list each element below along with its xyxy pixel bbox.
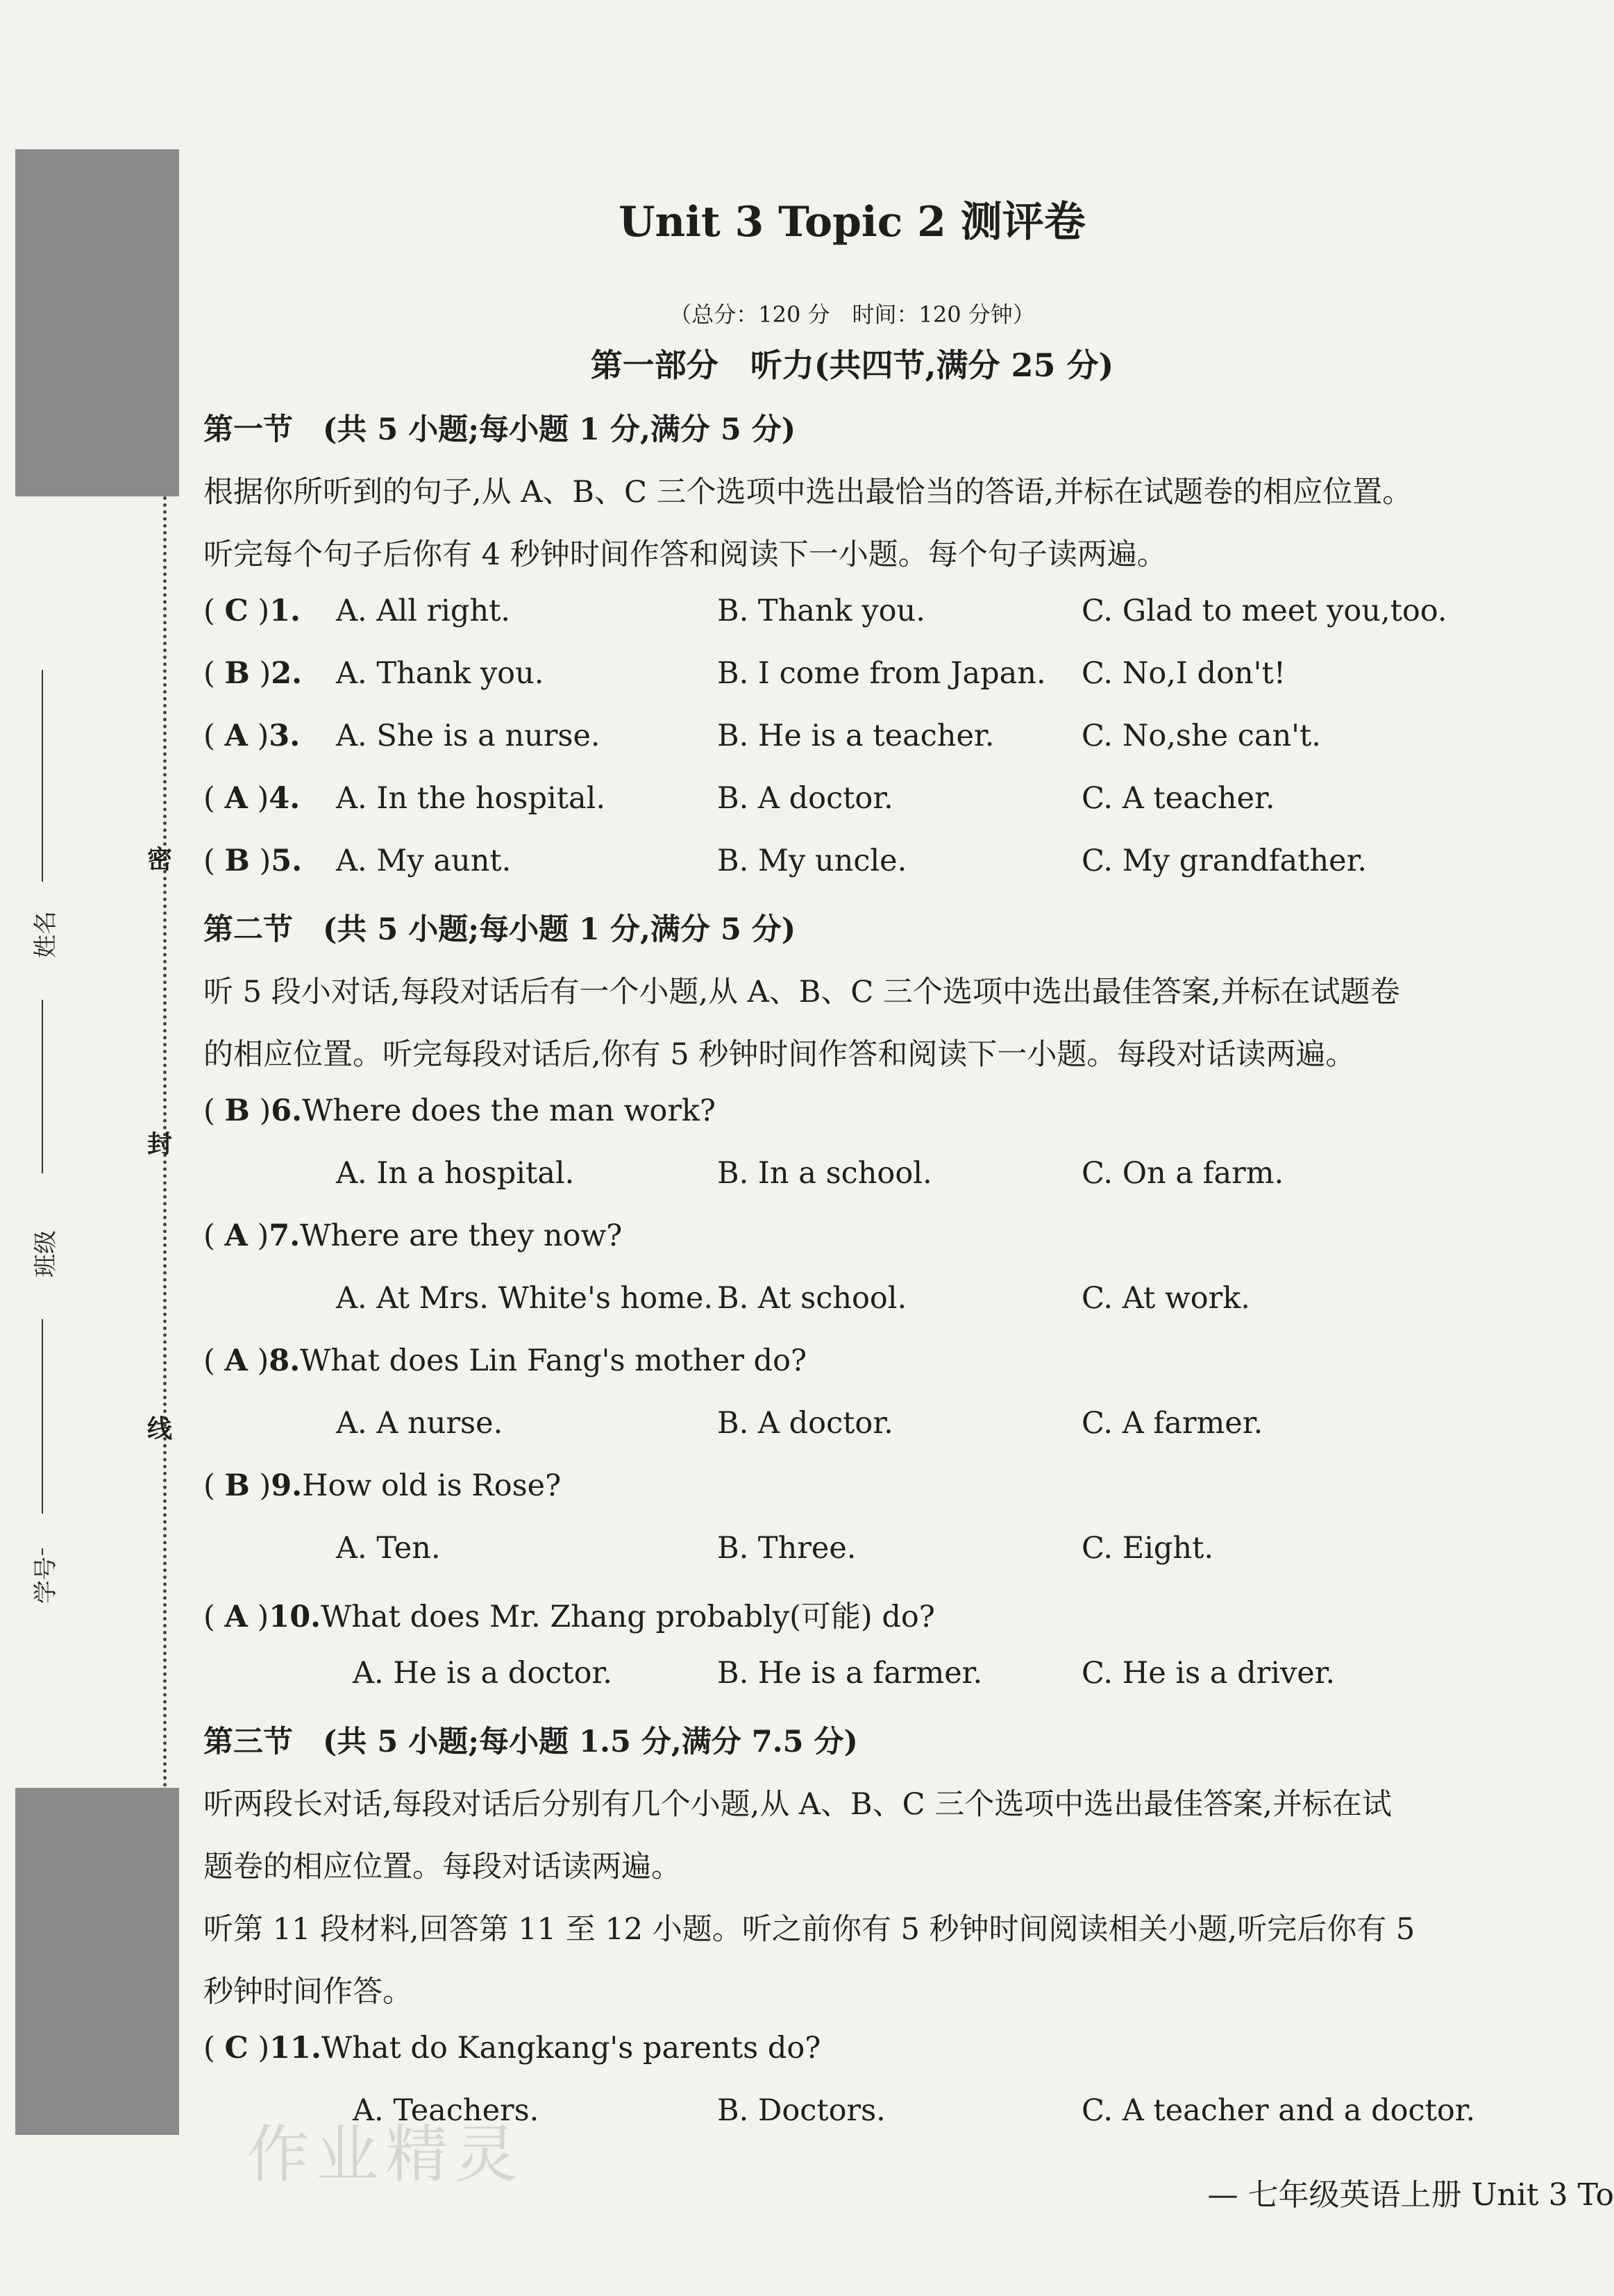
section-instruction: 题卷的相应位置。每段对话读两遍。 (203, 1850, 681, 1884)
option-b: B. In a school. (717, 1156, 932, 1191)
option-b: B. I come from Japan. (717, 656, 1046, 691)
answer-bracket: ( B )9.How old is Rose? (203, 1468, 562, 1503)
option-c: C. On a farm. (1082, 1156, 1284, 1191)
section-instruction: 听第 11 段材料,回答第 11 至 12 小题。听之前你有 5 秒钟时间阅读相关小题,听完后你有 5 (203, 1912, 1415, 1947)
class-label: 班级 (32, 1230, 60, 1277)
question-text: Where are they now? (300, 1218, 623, 1253)
answer-bracket: ( A )8.What does Lin Fang's mother do? (203, 1343, 807, 1378)
answer-bracket: ( A )4. (203, 781, 301, 816)
question-number: 5. (271, 844, 303, 878)
answer-bracket: ( B )5. (203, 844, 303, 878)
question-text: How old is Rose? (302, 1468, 562, 1503)
section-heading: 第三节 (共 5 小题;每小题 1.5 分,满分 7.5 分) (203, 1725, 858, 1759)
seal-char-xian: 线 (147, 1414, 173, 1443)
option-a: A. My aunt. (336, 844, 512, 878)
answer-bracket: ( A )7.Where are they now? (203, 1218, 623, 1253)
name-write-line (42, 670, 43, 882)
answer-bracket: ( C )11.What do Kangkang's parents do? (203, 2031, 821, 2065)
id-label: 学号 (32, 1557, 60, 1604)
answer-letter: B (224, 1468, 250, 1503)
option-a: A. In a hospital. (336, 1156, 575, 1191)
option-c: C. Eight. (1082, 1531, 1214, 1566)
question-text: What does Mr. Zhang probably(可能) do? (321, 1600, 935, 1634)
seal-char-feng: 封 (147, 1130, 173, 1159)
section-heading: 第一节 (共 5 小题;每小题 1 分,满分 5 分) (203, 412, 796, 447)
answer-bracket: ( C )1. (203, 594, 301, 628)
answer-letter: A (224, 1600, 248, 1634)
answer-letter: C (224, 594, 249, 628)
option-b: B. A doctor. (717, 781, 893, 816)
answer-bracket: ( A )3. (203, 719, 301, 753)
answer-letter: A (224, 1218, 248, 1253)
option-c: C. At work. (1082, 1281, 1250, 1316)
section-instruction: 听 5 段小对话,每段对话后有一个小题,从 A、B、C 三个选项中选出最佳答案,并标在试题卷 (203, 975, 1400, 1009)
option-c: C. Glad to meet you,too. (1082, 594, 1447, 628)
question-number: 7. (269, 1218, 301, 1253)
class-write-line-upper (42, 1000, 43, 1173)
question-text: Where does the man work? (302, 1093, 716, 1128)
question-number: 6. (271, 1093, 303, 1128)
option-a: A. He is a doctor. (353, 1656, 612, 1691)
option-a: A. All right. (336, 594, 511, 628)
answer-letter: A (224, 1343, 248, 1378)
answer-letter: A (224, 719, 248, 753)
id-write-line (42, 1548, 43, 1555)
question-text: What does Lin Fang's mother do? (300, 1343, 807, 1378)
answer-letter: C (224, 2031, 249, 2065)
section-instruction: 秒钟时间作答。 (203, 1975, 412, 2009)
question-number: 8. (269, 1343, 301, 1378)
section-heading: 第二节 (共 5 小题;每小题 1 分,满分 5 分) (203, 912, 796, 947)
option-c: C. No,I don't! (1082, 656, 1286, 691)
question-text: What do Kangkang's parents do? (321, 2031, 821, 2065)
option-a: A. In the hospital. (336, 781, 606, 816)
answer-bracket: ( A )10.What does Mr. Zhang probably(可能) do? (203, 1600, 935, 1634)
class-write-line-lower (42, 1319, 43, 1514)
section-instruction: 根据你所听到的句子,从 A、B、C 三个选项中选出最恰当的答语,并标在试题卷的相应位置。 (203, 475, 1413, 510)
option-b: B. He is a teacher. (717, 719, 995, 753)
answer-letter: B (224, 656, 250, 691)
option-a: A. Teachers. (353, 2093, 539, 2128)
page-title: Unit 3 Topic 2 测评卷 (619, 198, 1086, 246)
option-a: A. At Mrs. White's home. (336, 1281, 714, 1316)
question-number: 1. (269, 594, 301, 628)
watermark-logo: 作业精灵 (246, 2118, 524, 2191)
name-label: 姓名 (32, 911, 60, 958)
section-instruction: 听两段长对话,每段对话后分别有几个小题,从 A、B、C 三个选项中选出最佳答案,并标在试 (203, 1787, 1392, 1822)
option-b: B. My uncle. (717, 844, 907, 878)
option-a: A. Ten. (336, 1531, 441, 1566)
option-c: C. My grandfather. (1082, 844, 1368, 878)
answer-bracket: ( B )6.Where does the man work? (203, 1093, 716, 1128)
question-number: 11. (269, 2031, 321, 2065)
question-number: 2. (271, 656, 303, 691)
section-instruction: 听完每个句子后你有 4 秒钟时间作答和阅读下一小题。每个句子读两遍。 (203, 537, 1167, 572)
seal-char-mi: 密 (147, 845, 173, 874)
option-a: A. A nurse. (336, 1406, 503, 1441)
score-time-info: （总分：120 分 时间：120 分钟） (669, 301, 1035, 328)
question-number: 9. (271, 1468, 303, 1503)
option-b: B. At school. (717, 1281, 907, 1316)
part-title: 第一部分 听力(共四节,满分 25 分) (590, 346, 1114, 384)
section-instruction: 的相应位置。听完每段对话后,你有 5 秒钟时间作答和阅读下一小题。每段对话读两遍。 (203, 1037, 1356, 1072)
option-b: B. He is a farmer. (717, 1656, 983, 1691)
answer-bracket: ( B )2. (203, 656, 303, 691)
answer-letter: B (224, 844, 250, 878)
binding-margin-shade-bottom (15, 1788, 179, 2135)
option-c: C. A farmer. (1082, 1406, 1263, 1441)
option-c: C. A teacher and a doctor. (1082, 2093, 1476, 2128)
option-c: C. No,she can't. (1082, 719, 1321, 753)
option-b: B. Three. (717, 1531, 857, 1566)
question-number: 4. (269, 781, 301, 816)
option-b: B. Thank you. (717, 594, 925, 628)
option-a: A. She is a nurse. (336, 719, 600, 753)
option-b: B. Doctors. (717, 2093, 886, 2128)
answer-letter: A (224, 781, 248, 816)
question-number: 3. (269, 719, 301, 753)
page-footer: — 七年级英语上册 Unit 3 To (1207, 2177, 1614, 2213)
question-number: 10. (269, 1600, 321, 1634)
option-c: C. A teacher. (1082, 781, 1275, 816)
option-a: A. Thank you. (336, 656, 544, 691)
option-c: C. He is a driver. (1082, 1656, 1336, 1691)
option-b: B. A doctor. (717, 1406, 893, 1441)
answer-letter: B (224, 1093, 250, 1128)
